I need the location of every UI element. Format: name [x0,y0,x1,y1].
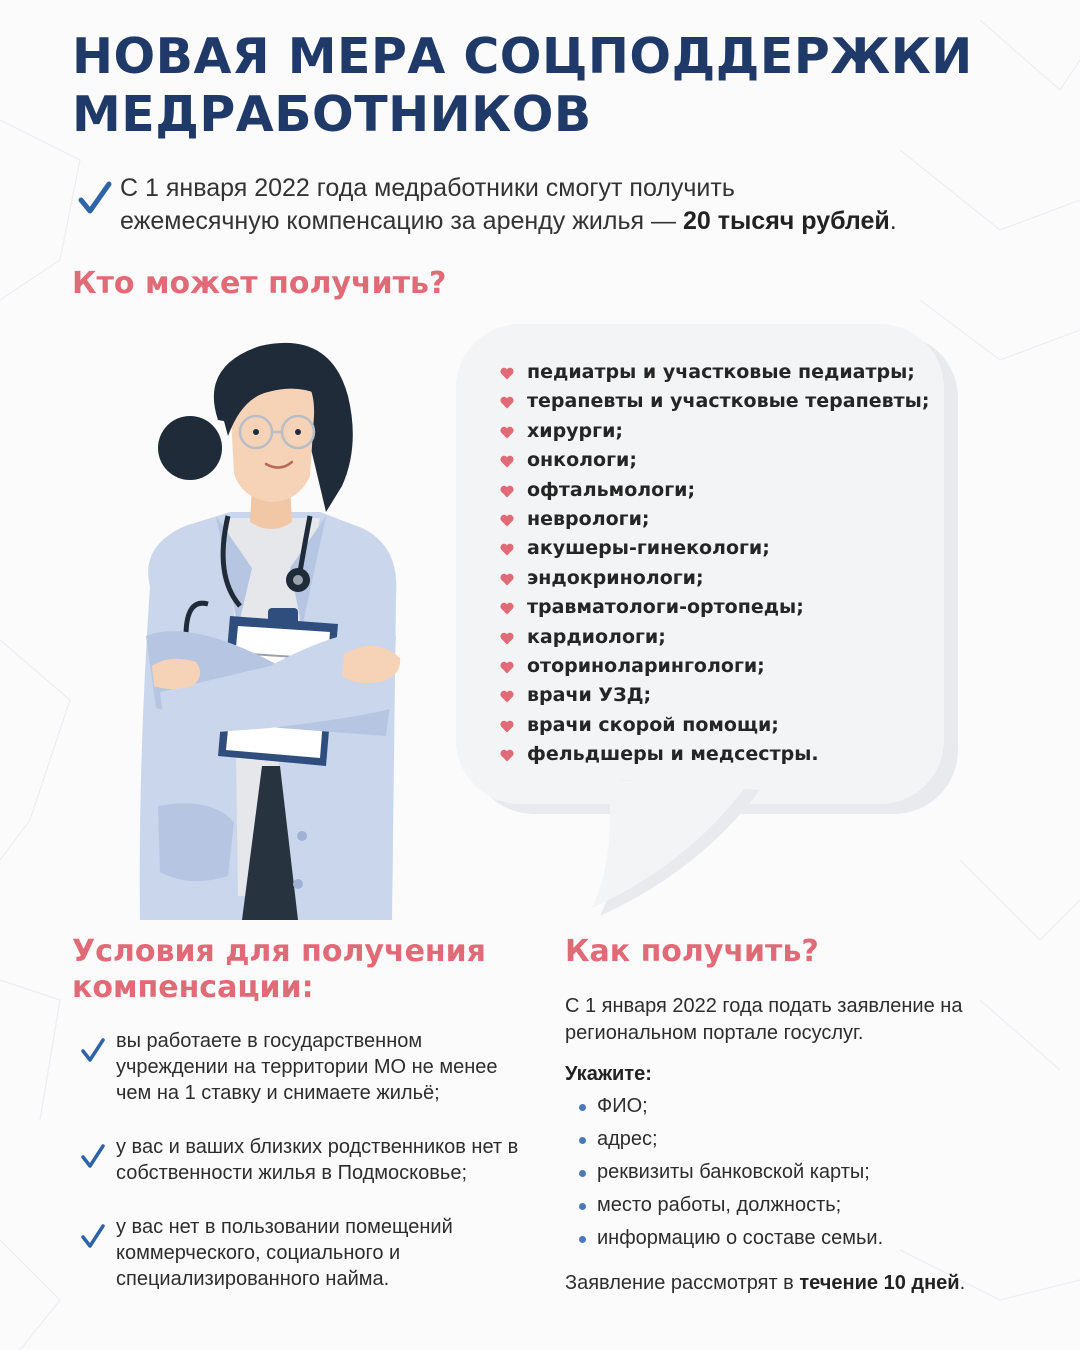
list-item: оториноларингологи; [500,652,929,681]
list-item: фельдшеры и медсестры. [500,740,929,769]
list-item: информацию о составе семьи. [565,1222,1055,1255]
heart-icon [500,661,514,674]
heart-icon [500,514,514,527]
list-item: кардиологи; [500,623,929,652]
title-line-2: МЕДРАБОТНИКОВ [72,86,592,143]
dot-bullet-icon [579,1104,586,1111]
how-intro: С 1 января 2022 года подать заявление на региональном портале госуслуг. [565,995,963,1044]
specify-label: Укажите: [565,1063,652,1085]
list-item: хирурги; [500,417,929,446]
dot-bullet-icon [579,1203,586,1210]
heart-icon [500,720,514,733]
how-heading: Как получить? [565,934,819,969]
speech-bubble-tail [560,780,780,920]
who-heading: Кто может получить? [72,266,447,301]
review-note: Заявление рассмотрят в течение 10 дней. [565,1272,966,1294]
conditions-list [80,1028,530,1320]
list-item: у вас нет в пользовании помещений коммерческого, социального и специализированного найма. [80,1214,530,1292]
doctor-illustration [130,336,420,920]
intro-line-2: ежемесячную компенсацию за аренду жилья — [120,207,683,235]
list-item: место работы, должность; [565,1189,1055,1222]
check-icon [80,1222,106,1250]
conditions-heading: Условия для получения компенсации: [72,934,486,1005]
eligible-professions-list [500,358,929,770]
dot-bullet-icon [579,1170,586,1177]
list-item: акушеры-гинекологи; [500,534,929,563]
heart-icon [500,485,514,498]
heart-icon [500,426,514,439]
required-info-list [565,1090,1055,1255]
intro-end: . [889,207,897,235]
list-item: педиатры и участковые педиатры; [500,358,929,387]
heart-icon [500,690,514,703]
heart-icon [500,367,514,380]
title-line-1: НОВАЯ МЕРА СОЦПОДДЕРЖКИ [72,28,973,85]
check-icon [80,1142,106,1170]
list-item: реквизиты банковской карты; [565,1156,1055,1189]
intro-text [120,172,1038,238]
list-item: неврологи; [500,505,929,534]
page-title [72,28,973,144]
dot-bullet-icon [579,1137,586,1144]
heart-icon [500,749,514,762]
list-item: онкологи; [500,446,929,475]
heart-icon [500,632,514,645]
heart-icon [500,573,514,586]
list-item: терапевты и участковые терапевты; [500,387,929,416]
heart-icon [500,602,514,615]
heart-icon [500,455,514,468]
dot-bullet-icon [579,1236,586,1243]
heart-icon [500,396,514,409]
list-item: врачи скорой помощи; [500,711,929,740]
how-to-apply-block [565,993,1055,1297]
review-period: течение 10 дней [799,1272,960,1294]
list-item: ФИО; [565,1090,1055,1123]
list-item: травматологи-ортопеды; [500,593,929,622]
list-item: врачи УЗД; [500,681,929,710]
heart-icon [500,543,514,556]
list-item: вы работаете в государственном учреждении на территории МО не менее чем на 1 ставку и снимаете жильё; [80,1028,530,1106]
check-icon [80,1036,106,1064]
intro-line-1: С 1 января 2022 года медработники смогут получить [120,174,735,202]
list-item: офтальмологи; [500,476,929,505]
compensation-amount: 20 тысяч рублей [682,207,890,235]
list-item: эндокринологи; [500,564,929,593]
intro-block [78,172,1038,238]
check-icon [78,180,112,216]
list-item: у вас и ваших близких родственников нет в собственности жилья в Подмосковье; [80,1134,530,1186]
list-item: адрес; [565,1123,1055,1156]
